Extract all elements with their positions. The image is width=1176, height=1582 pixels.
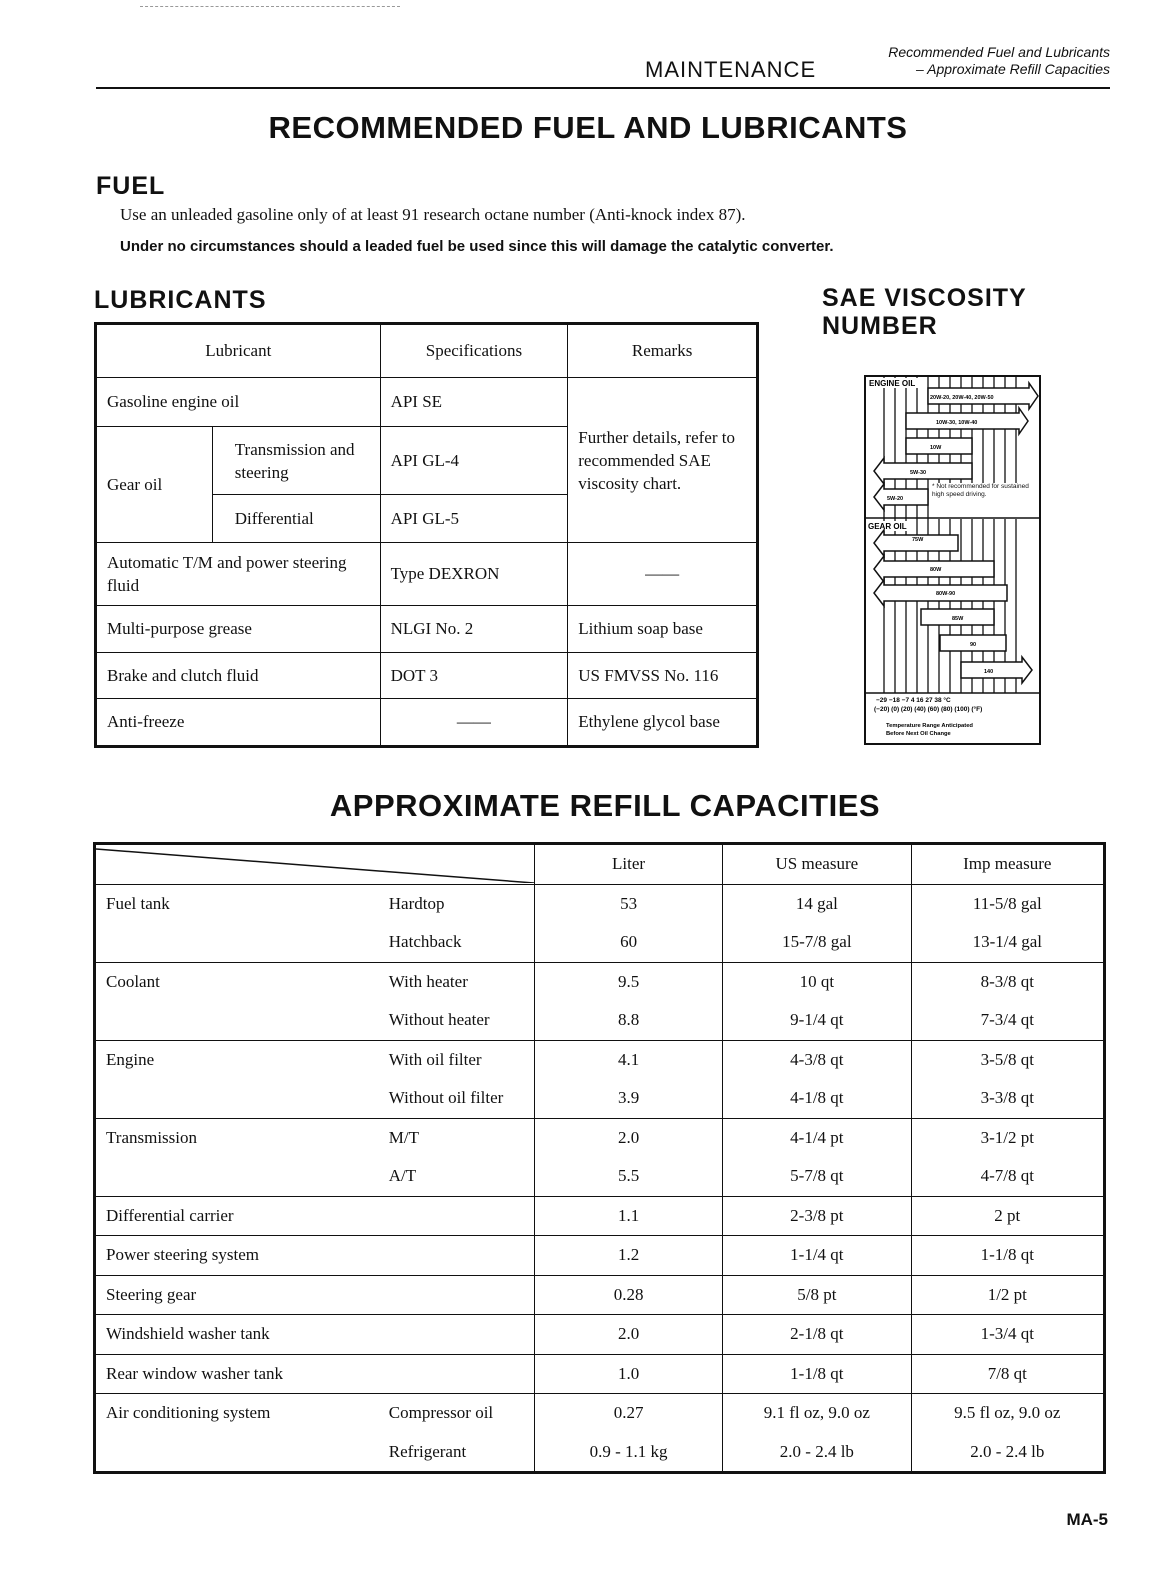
table-header-row bbox=[96, 324, 758, 378]
page-title: RECOMMENDED FUEL AND LUBRICANTS bbox=[268, 110, 908, 145]
refill-item bbox=[95, 923, 379, 962]
lubricant-remarks: US FMVSS No. 116 bbox=[568, 653, 758, 699]
subtitle-line-2: – Approximate Refill Capacities bbox=[915, 61, 1110, 77]
lubricant-spec: API SE bbox=[380, 378, 568, 427]
refill-liter: 1.1 bbox=[535, 1196, 723, 1236]
refill-subitem: M/T bbox=[379, 1118, 535, 1157]
refill-subitem: With oil filter bbox=[379, 1040, 535, 1079]
refill-item: Engine bbox=[95, 1040, 379, 1079]
refill-subitem: Without heater bbox=[388, 1010, 490, 1030]
header-remarks: Remarks bbox=[568, 324, 758, 378]
refill-subitem: Hatchback bbox=[388, 932, 462, 952]
celsius-scale: −29 −18 −7 4 16 27 38 °C bbox=[876, 697, 951, 704]
refill-us: 10 qt bbox=[723, 962, 911, 1001]
refill-us: 9.1 fl oz, 9.0 oz bbox=[723, 1394, 911, 1433]
refill-liter: 60 bbox=[535, 923, 723, 962]
sae-heading-line-2: NUMBER bbox=[822, 312, 938, 340]
viscosity-bar-label: 10W-30, 10W-40 bbox=[936, 420, 978, 426]
refill-liter: 0.28 bbox=[535, 1275, 723, 1315]
section-subtitle bbox=[888, 44, 1110, 78]
gear-oil-label: GEAR OIL bbox=[868, 522, 907, 531]
refill-imp: 2.0 - 2.4 lb bbox=[911, 1433, 1104, 1473]
header-liter: Liter bbox=[535, 844, 723, 885]
table-row bbox=[95, 884, 1105, 923]
fuel-text: Use an unleaded gasoline only of at least 91 research octane number (Anti-knock index 87). bbox=[120, 205, 746, 224]
viscosity-bar-label: 80W bbox=[930, 567, 942, 573]
refill-imp: 1-3/4 qt bbox=[911, 1315, 1104, 1355]
refill-us: 9-1/4 qt bbox=[723, 1001, 911, 1040]
table-row bbox=[95, 1275, 1105, 1315]
table-row bbox=[95, 1118, 1105, 1157]
refill-liter: 4.1 bbox=[535, 1040, 723, 1079]
refill-liter: 0.27 bbox=[535, 1394, 723, 1433]
refill-liter: 53 bbox=[535, 884, 723, 923]
refill-us: 15-7/8 gal bbox=[723, 923, 911, 962]
refill-subitem bbox=[379, 1196, 535, 1236]
refill-us: 4-1/8 qt bbox=[723, 1079, 911, 1118]
viscosity-bar-label: 5W-30 bbox=[910, 470, 927, 476]
lubricant-remarks: —— bbox=[568, 543, 758, 606]
refill-imp: 1-1/8 qt bbox=[911, 1236, 1104, 1276]
refill-imp: 8-3/8 qt bbox=[911, 962, 1104, 1001]
refill-us: 2.0 - 2.4 lb bbox=[723, 1433, 911, 1473]
fuel-warning: Under no circumstances should a leaded fuel be used since this will damage the catalytic converter. bbox=[120, 238, 834, 255]
lubricant-spec: NLGI No. 2 bbox=[380, 606, 568, 653]
refill-liter: 1.0 bbox=[535, 1354, 723, 1394]
scan-marks bbox=[140, 6, 400, 7]
refill-item: Coolant bbox=[95, 962, 379, 1001]
refill-us: 5-7/8 qt bbox=[723, 1157, 911, 1196]
refill-liter: 5.5 bbox=[535, 1157, 723, 1196]
refill-us: 2-3/8 pt bbox=[723, 1196, 911, 1236]
viscosity-bar-label: 90 bbox=[970, 642, 977, 648]
fuel-heading: FUEL bbox=[96, 172, 166, 200]
table-row bbox=[95, 1079, 1105, 1118]
refill-item bbox=[95, 1079, 379, 1118]
refill-item bbox=[95, 1001, 379, 1040]
lubricant-subname: Differential bbox=[212, 495, 380, 543]
refill-imp: 13-1/4 gal bbox=[911, 923, 1104, 962]
viscosity-bar-label: 10W bbox=[930, 445, 942, 451]
refill-item: Steering gear bbox=[95, 1275, 379, 1315]
refill-subitem: Without oil filter bbox=[388, 1088, 504, 1108]
lubricants-heading: LUBRICANTS bbox=[94, 286, 267, 314]
refill-imp: 7/8 qt bbox=[911, 1354, 1104, 1394]
lubricant-name: Gasoline engine oil bbox=[96, 378, 381, 427]
table-row bbox=[96, 699, 758, 747]
sae-heading-line-1: SAE VISCOSITY bbox=[822, 284, 1027, 312]
section-title: MAINTENANCE bbox=[645, 57, 817, 82]
refill-liter: 8.8 bbox=[535, 1001, 723, 1040]
table-row bbox=[96, 378, 758, 427]
viscosity-bar-label: 85W bbox=[952, 616, 964, 622]
fahrenheit-scale: (−20) (0) (20) (40) (60) (80) (100) (°F) bbox=[874, 706, 983, 713]
refill-imp: 1/2 pt bbox=[911, 1275, 1104, 1315]
refill-imp: 3-3/8 qt bbox=[911, 1079, 1104, 1118]
refill-item: Power steering system bbox=[95, 1236, 379, 1276]
refill-liter: 2.0 bbox=[535, 1315, 723, 1355]
lubricant-spec: API GL-5 bbox=[380, 495, 568, 543]
refill-subitem bbox=[379, 1236, 535, 1276]
sae-heading bbox=[822, 284, 1027, 340]
header-us-measure: US measure bbox=[723, 844, 911, 885]
chart-caption-line-2: Before Next Oil Change bbox=[886, 731, 951, 737]
lubricant-remarks: Ethylene glycol base bbox=[568, 699, 758, 747]
table-row bbox=[95, 1315, 1105, 1355]
table-row bbox=[95, 1196, 1105, 1236]
refill-imp: 4-7/8 qt bbox=[911, 1157, 1104, 1196]
lubricant-name: Brake and clutch fluid bbox=[96, 653, 381, 699]
lubricant-spec: DOT 3 bbox=[380, 653, 568, 699]
engine-note bbox=[932, 483, 1038, 519]
viscosity-bar-label: 140 bbox=[984, 669, 994, 675]
table-row bbox=[95, 1157, 1105, 1196]
refill-subitem bbox=[379, 1275, 535, 1315]
header-diagonal-cell bbox=[95, 844, 535, 885]
refill-item: Differential carrier bbox=[95, 1196, 379, 1236]
lubricant-name: Anti-freeze bbox=[96, 699, 381, 747]
refill-subitem bbox=[379, 1315, 535, 1355]
engine-oil-label: ENGINE OIL bbox=[869, 379, 916, 388]
refill-liter: 2.0 bbox=[535, 1118, 723, 1157]
refill-us: 1-1/8 qt bbox=[723, 1354, 911, 1394]
refill-us: 5/8 pt bbox=[723, 1275, 911, 1315]
lubricants-table bbox=[94, 322, 759, 748]
table-row bbox=[95, 1354, 1105, 1394]
refill-subitem: Compressor oil bbox=[379, 1394, 535, 1433]
viscosity-bar-label: 80W-90 bbox=[936, 591, 956, 597]
refill-us: 14 gal bbox=[723, 884, 911, 923]
table-row bbox=[95, 1040, 1105, 1079]
lubricant-name: Automatic T/M and power steering fluid bbox=[96, 543, 381, 606]
refill-item: Windshield washer tank bbox=[95, 1315, 379, 1355]
refill-imp: 3-5/8 qt bbox=[911, 1040, 1104, 1079]
refill-subitem bbox=[379, 1354, 535, 1394]
refill-us: 2-1/8 qt bbox=[723, 1315, 911, 1355]
viscosity-bar-label: 20W-20, 20W-40, 20W-50 bbox=[930, 395, 994, 401]
refill-title: APPROXIMATE REFILL CAPACITIES bbox=[329, 788, 881, 823]
refill-item bbox=[95, 1433, 379, 1473]
lubricant-spec: Type DEXRON bbox=[380, 543, 568, 606]
table-row bbox=[95, 962, 1105, 1001]
table-row bbox=[95, 923, 1105, 962]
lubricant-name: Multi-purpose grease bbox=[96, 606, 381, 653]
refill-item: Fuel tank bbox=[95, 884, 379, 923]
viscosity-chart bbox=[864, 375, 1042, 747]
lubricant-remarks: Lithium soap base bbox=[568, 606, 758, 653]
table-row bbox=[96, 543, 758, 606]
refill-subitem: Hardtop bbox=[379, 884, 535, 923]
refill-table bbox=[93, 842, 1106, 1474]
engine-note-text: * Not recommended for sustained high speed driving. bbox=[932, 483, 1029, 498]
table-row bbox=[95, 1001, 1105, 1040]
header-diagonal-line bbox=[96, 845, 534, 883]
header-imp-measure: Imp measure bbox=[911, 844, 1104, 885]
chart-caption-line-1: Temperature Range Anticipated bbox=[886, 723, 973, 729]
refill-us: 1-1/4 qt bbox=[723, 1236, 911, 1276]
header-lubricant: Lubricant bbox=[96, 324, 381, 378]
table-row bbox=[95, 1394, 1105, 1433]
refill-subitem: A/T bbox=[388, 1166, 417, 1186]
lubricant-spec: —— bbox=[380, 699, 568, 747]
refill-imp: 11-5/8 gal bbox=[911, 884, 1104, 923]
refill-imp: 2 pt bbox=[911, 1196, 1104, 1236]
lubricant-subname: Transmission and steering bbox=[212, 427, 380, 495]
refill-subitem: Refrigerant bbox=[388, 1441, 467, 1461]
table-row bbox=[95, 1433, 1105, 1473]
refill-imp: 9.5 fl oz, 9.0 oz bbox=[911, 1394, 1104, 1433]
table-row bbox=[95, 1236, 1105, 1276]
refill-us: 4-1/4 pt bbox=[723, 1118, 911, 1157]
refill-item bbox=[95, 1157, 379, 1196]
lubricant-spec: API GL-4 bbox=[380, 427, 568, 495]
refill-subitem: With heater bbox=[379, 962, 535, 1001]
viscosity-bar bbox=[874, 530, 958, 556]
refill-imp: 7-3/4 qt bbox=[911, 1001, 1104, 1040]
refill-us: 4-3/8 qt bbox=[723, 1040, 911, 1079]
chart-frame bbox=[865, 376, 1040, 744]
lubricant-name: Gear oil bbox=[96, 427, 213, 543]
subtitle-line-1: Recommended Fuel and Lubricants bbox=[888, 44, 1110, 60]
refill-liter: 0.9 - 1.1 kg bbox=[535, 1433, 723, 1473]
refill-item: Air conditioning system bbox=[95, 1394, 379, 1433]
page-number: MA-5 bbox=[1066, 1510, 1108, 1529]
viscosity-bar-label: 75W bbox=[912, 537, 924, 543]
table-row bbox=[96, 606, 758, 653]
refill-liter: 9.5 bbox=[535, 962, 723, 1001]
header-rule bbox=[96, 87, 1110, 89]
refill-liter: 1.2 bbox=[535, 1236, 723, 1276]
lubricant-remarks: Further details, refer to recommended SAE viscosity chart. bbox=[568, 378, 758, 543]
refill-item: Rear window washer tank bbox=[95, 1354, 379, 1394]
refill-header-row bbox=[95, 844, 1105, 885]
viscosity-bar-label: 5W-20 bbox=[887, 496, 904, 502]
refill-imp: 3-1/2 pt bbox=[911, 1118, 1104, 1157]
header-specifications: Specifications bbox=[380, 324, 568, 378]
refill-liter: 3.9 bbox=[535, 1079, 723, 1118]
refill-item: Transmission bbox=[95, 1118, 379, 1157]
table-row bbox=[96, 653, 758, 699]
